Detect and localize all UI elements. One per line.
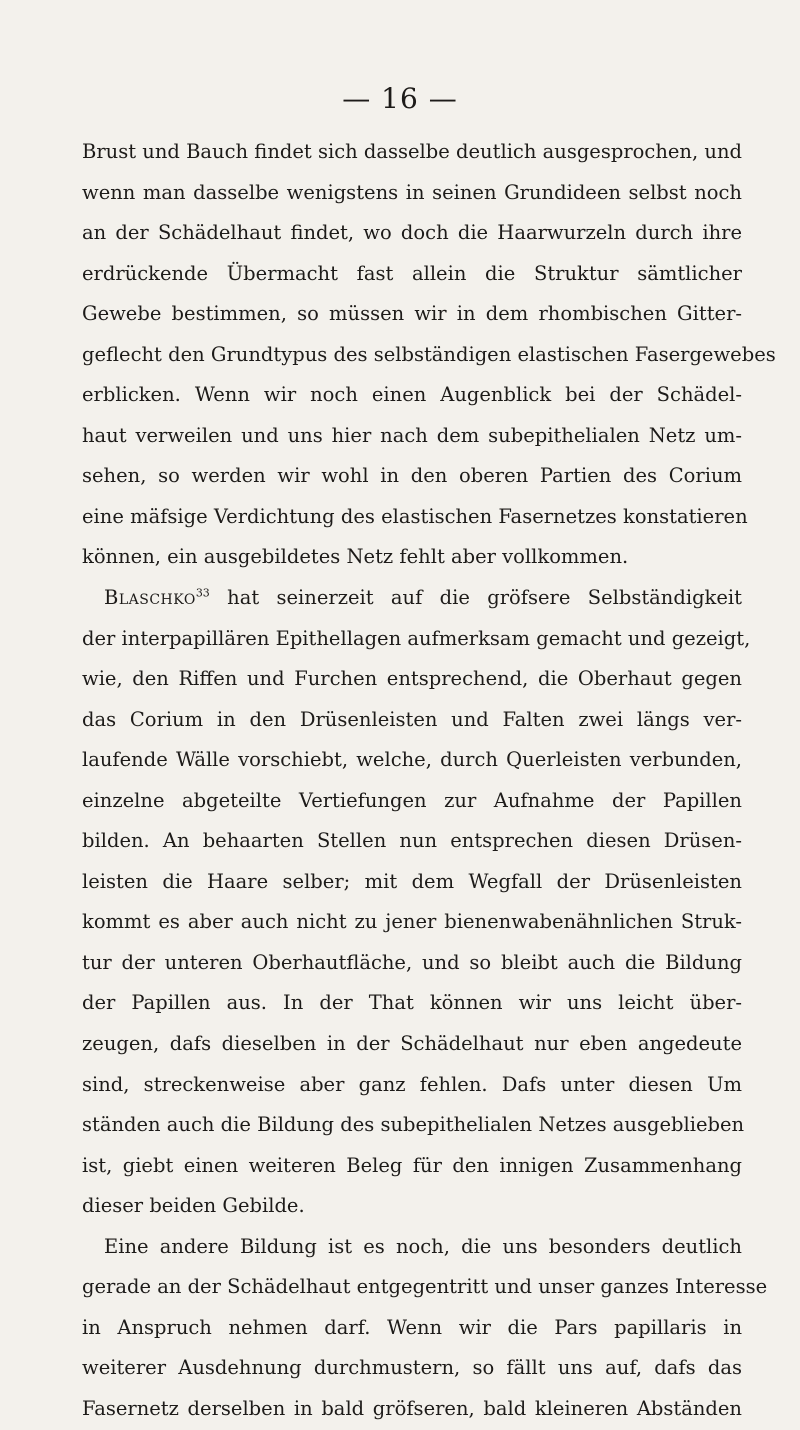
text-line: haut verweilen und uns hier nach dem subepithelialen Netz um- bbox=[82, 423, 742, 447]
text-line: bilden. An behaarten Stellen nun entsprechen diesen Drüsen- bbox=[82, 829, 742, 853]
text-line: erblicken. Wenn wir noch einen Augenblick bei der Schädel- bbox=[82, 383, 742, 407]
text-line: ist, giebt einen weiteren Beleg für den innigen Zusammenhang bbox=[82, 1153, 742, 1177]
text-line bbox=[82, 578, 742, 619]
text-line: tur der unteren Oberhautfläche, und so bleibt auch die Bildung bbox=[82, 950, 742, 974]
text-line: einzelne abgeteilte Vertiefungen zur Aufnahme der Papillen bbox=[82, 788, 742, 812]
text-line: das Corium in den Drüsenleisten und Falten zwei längs ver- bbox=[82, 707, 742, 731]
text-line: laufende Wälle vorschiebt, welche, durch Querleisten verbunden, bbox=[82, 748, 742, 772]
text-line: können, ein ausgebildetes Netz fehlt aber vollkommen. bbox=[82, 545, 629, 569]
text-line: dieser beiden Gebilde. bbox=[82, 1194, 305, 1218]
text-line: geflecht den Grundtypus des selbständigen elastischen Fasergewebes bbox=[82, 342, 776, 366]
text-line: zeugen, dafs dieselben in der Schädelhaut nur eben angedeute bbox=[82, 1032, 742, 1056]
text-line: in Anspruch nehmen darf. Wenn wir die Pars papillaris in bbox=[82, 1315, 742, 1339]
text-line: Eine andere Bildung ist es noch, die uns besonders deutlich bbox=[104, 1234, 742, 1258]
page-number: — 16 — bbox=[342, 82, 458, 115]
text-line: Gewebe bestimmen, so müssen wir in dem rhombischen Gitter- bbox=[82, 302, 742, 326]
text-line: der Papillen aus. In der That können wir uns leicht über- bbox=[82, 991, 742, 1015]
text-line: erdrückende Übermacht fast allein die Struktur sämtlicher bbox=[82, 261, 742, 285]
text-line: an der Schädelhaut findet, wo doch die Haarwurzeln durch ihre bbox=[82, 221, 742, 245]
text-line: weiterer Ausdehnung durchmustern, so fällt uns auf, dafs das bbox=[82, 1356, 742, 1380]
footnote-ref: 33 bbox=[195, 586, 210, 600]
text-line: gerade an der Schädelhaut entgegentritt und unser ganzes Interesse bbox=[82, 1275, 768, 1299]
body-text bbox=[82, 132, 776, 1430]
text-run: hat seinerzeit auf die gröfsere Selbständigkeit bbox=[209, 586, 742, 610]
text-line: leisten die Haare selber; mit dem Wegfall der Drüsenleisten bbox=[82, 869, 742, 893]
text-line: sind, streckenweise aber ganz fehlen. Dafs unter diesen Um bbox=[82, 1072, 742, 1096]
text-line: Brust und Bauch findet sich dasselbe deutlich ausgesprochen, und bbox=[82, 140, 742, 163]
text-line: sehen, so werden wir wohl in den oberen Partien des Corium bbox=[82, 464, 742, 488]
text-line: wie, den Riffen und Furchen entsprechend, die Oberhaut gegen bbox=[82, 667, 742, 691]
text-line: Fasernetz derselben in bald gröfseren, bald kleineren Abständen bbox=[82, 1396, 742, 1420]
author-name: Blaschko bbox=[104, 586, 196, 610]
text-line: eine mäfsige Verdichtung des elastischen Fasernetzes konstatieren bbox=[82, 504, 748, 528]
text-line: wenn man dasselbe wenigstens in seinen Grundideen selbst noch bbox=[82, 180, 742, 204]
text-line: kommt es aber auch nicht zu jener bienenwabenähnlichen Struk- bbox=[82, 910, 742, 934]
text-line: der interpapillären Epithellagen aufmerksam gemacht und gezeigt, bbox=[82, 626, 751, 650]
text-line: ständen auch die Bildung des subepithelialen Netzes ausgeblieben bbox=[82, 1113, 745, 1137]
